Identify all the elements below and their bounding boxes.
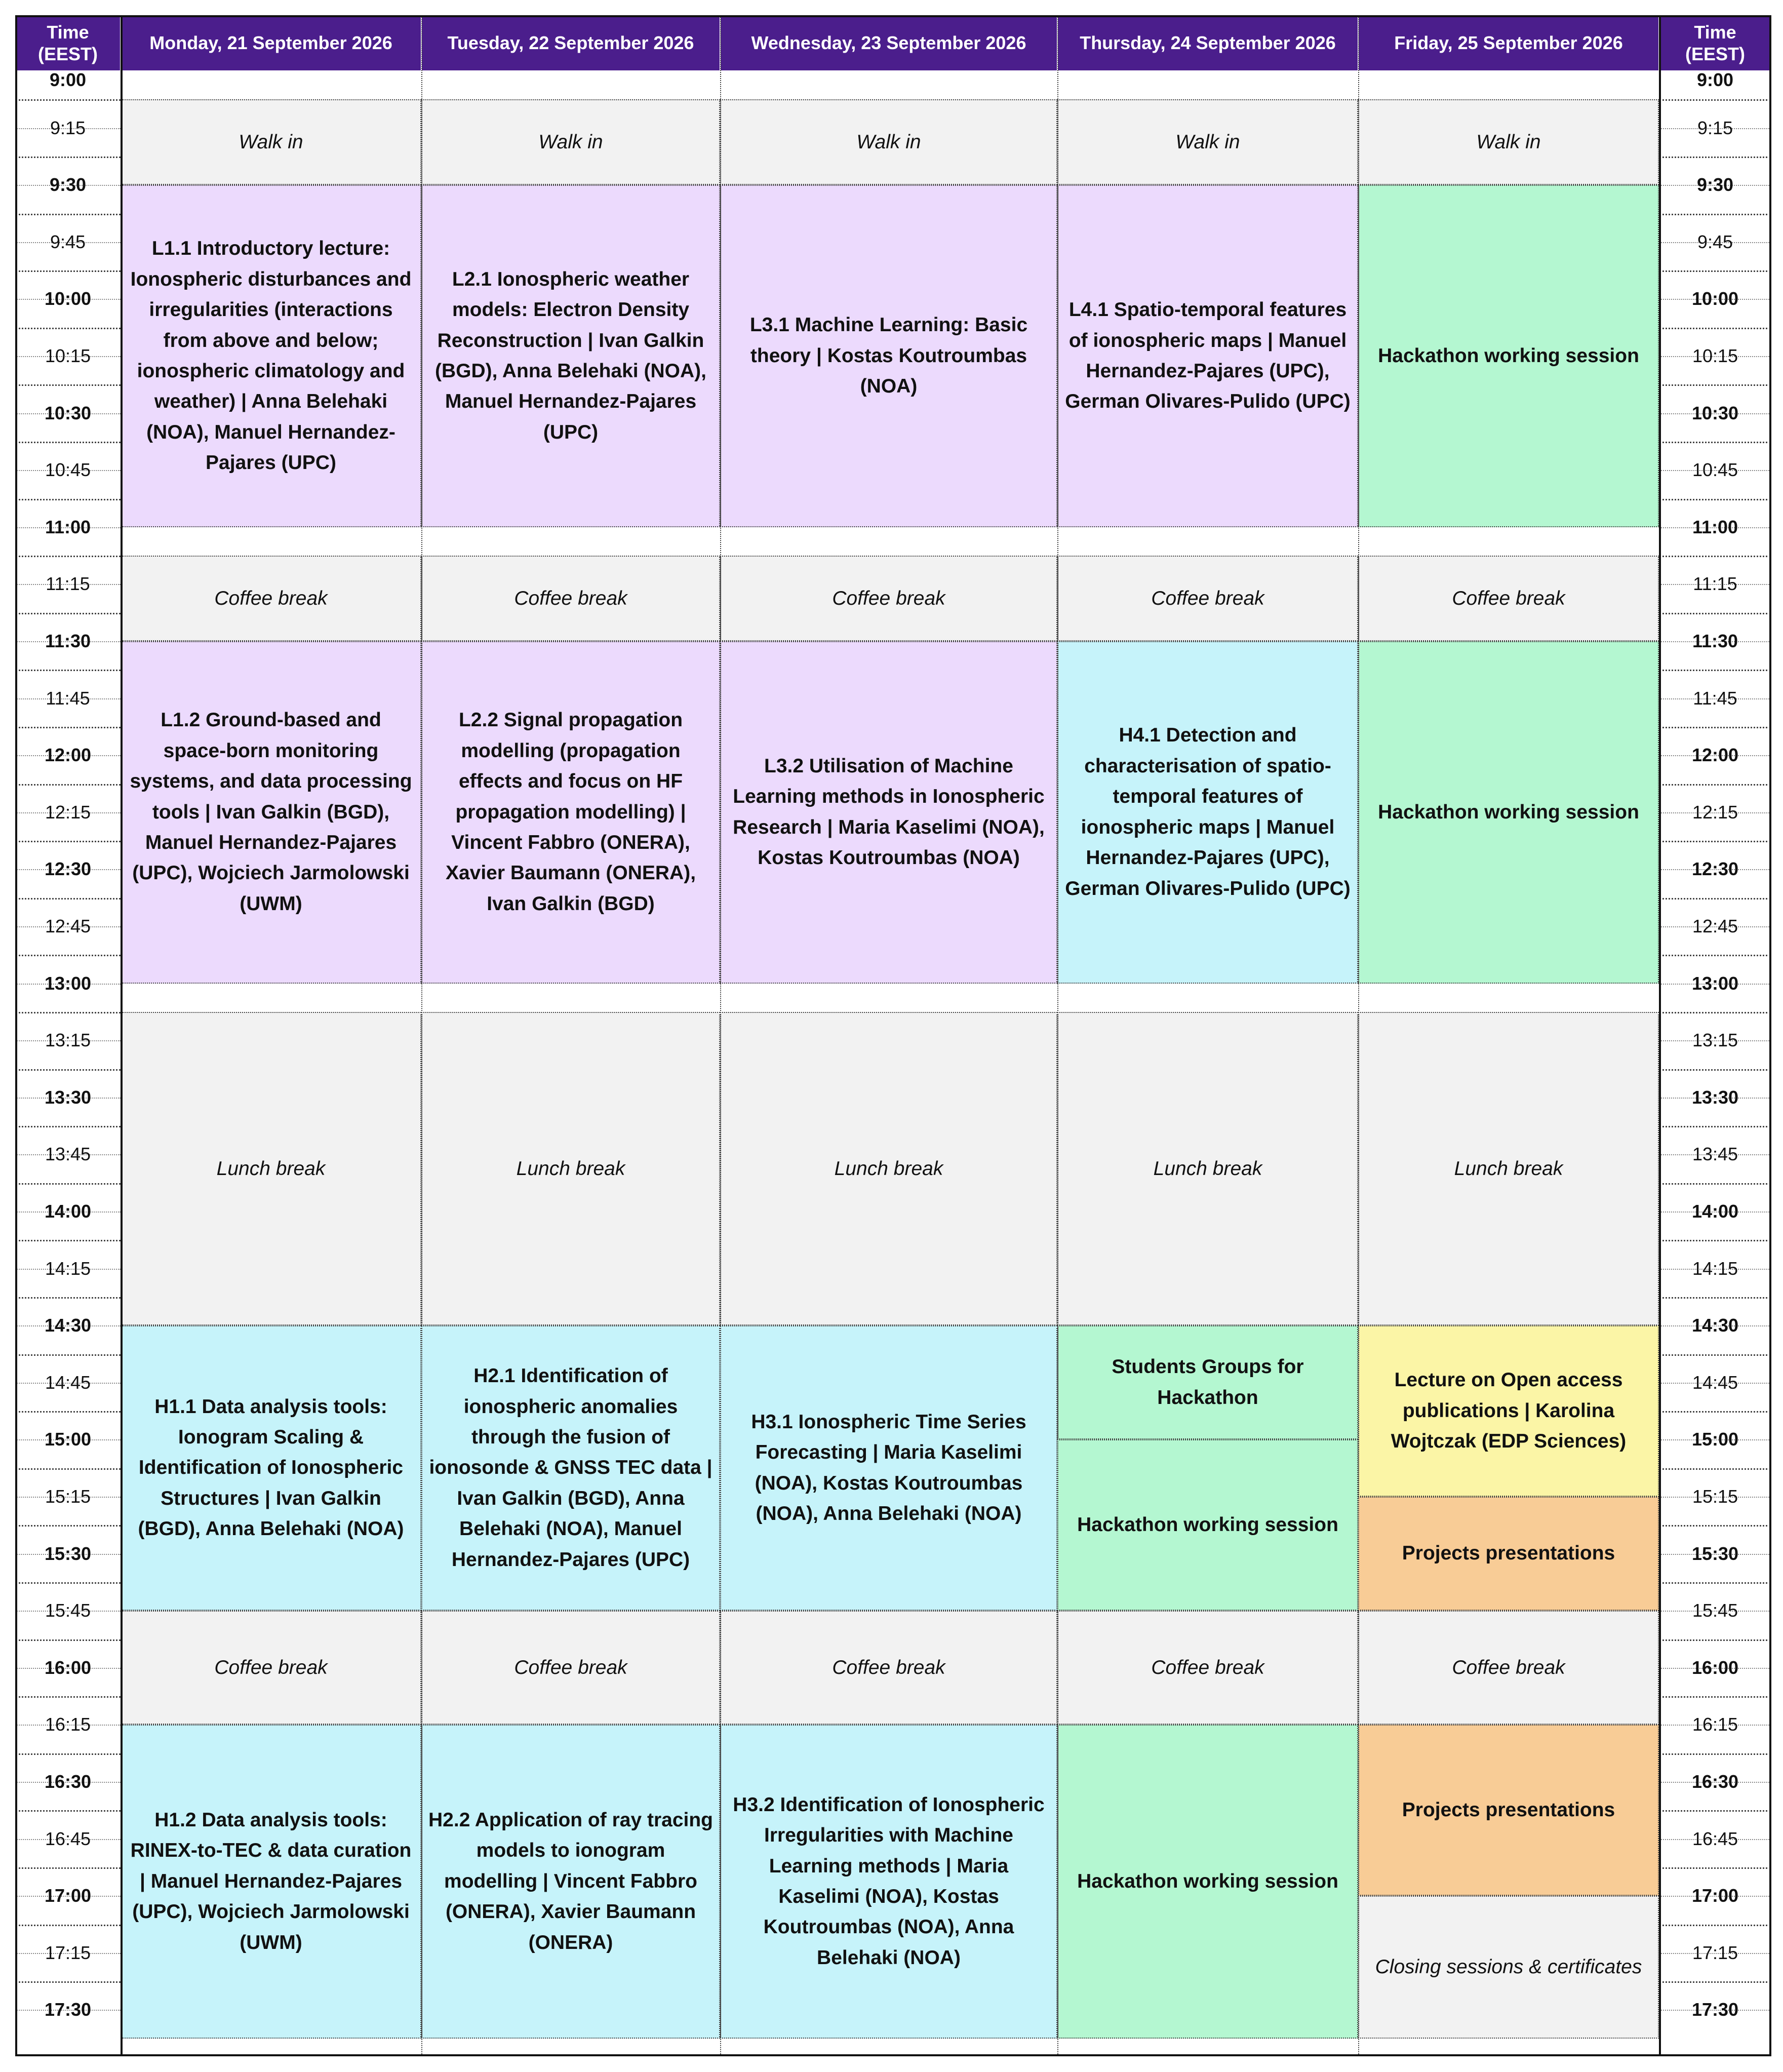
session-block-tuesday: H2.2 Application of ray tracing models to ionogram modelling | Vincent Fabbro (ONERA), Xavier Baumann (ONERA): [421, 1725, 720, 2038]
time-label: 10:15: [45, 345, 91, 366]
time-label: 9:45: [50, 231, 86, 252]
time-row-divider: [1659, 955, 1771, 956]
time-label: 10:45: [45, 459, 91, 481]
time-label: 15:45: [1692, 1600, 1738, 1621]
hackathon-block-thursday: Hackathon working session: [1057, 1725, 1358, 2038]
time-row-divider: [15, 556, 121, 557]
time-label: 9:30: [49, 174, 87, 196]
break-block-monday: Lunch break: [121, 1012, 421, 1325]
time-label: 10:30: [44, 402, 92, 423]
time-row-divider: [15, 442, 121, 443]
time-row-divider: [1659, 270, 1771, 272]
column-border: [1057, 15, 1058, 2056]
time-row-divider: [1659, 157, 1771, 158]
time-row-divider: [15, 727, 121, 728]
time-row-divider: [1659, 442, 1771, 443]
session-block-thursday: L4.1 Spatio-temporal features of ionospheric maps | Manuel Hernandez-Pajares (UPC), German Olivares-Pulido (UPC): [1057, 185, 1358, 527]
time-row-divider: [15, 1411, 121, 1413]
time-label: 13:45: [45, 1144, 91, 1165]
time-label: 12:00: [44, 745, 92, 766]
time-row-divider: [1659, 841, 1771, 842]
column-border: [121, 15, 123, 2056]
hackathon-block-thursday: Hackathon working session: [1057, 1439, 1358, 1611]
time-label: 15:45: [45, 1600, 91, 1621]
time-row-divider: [15, 670, 121, 671]
time-label: 12:00: [1691, 745, 1739, 766]
time-row-divider: [1659, 1525, 1771, 1527]
time-row-divider: [1659, 898, 1771, 900]
time-row-divider: [15, 613, 121, 614]
time-label: 15:15: [1692, 1486, 1738, 1507]
time-row-divider: [1659, 1981, 1771, 1983]
session-block-friday: Projects presentations: [1358, 1497, 1659, 1611]
time-row-divider: [15, 1525, 121, 1527]
time-label: 9:30: [1696, 174, 1734, 196]
time-row-divider: [1659, 1354, 1771, 1356]
hackathon-block-thursday: Students Groups for Hackathon: [1057, 1325, 1358, 1439]
time-row-divider: [1659, 1411, 1771, 1413]
time-row-divider: [1659, 1867, 1771, 1869]
break-block-monday: Coffee break: [121, 556, 421, 641]
time-label: 13:15: [45, 1030, 91, 1051]
time-label: 14:00: [44, 1201, 92, 1222]
time-label: 17:30: [44, 1999, 92, 2020]
break-block-wednesday: Walk in: [720, 99, 1057, 185]
time-row-divider: [15, 1240, 121, 1241]
time-label: 12:30: [1691, 858, 1739, 880]
column-border: [720, 15, 721, 2056]
time-row-divider: [1659, 1183, 1771, 1185]
time-row-divider: [1659, 1753, 1771, 1755]
time-label: 17:00: [1691, 1885, 1739, 1906]
hackathon-block-friday: Hackathon working session: [1358, 185, 1659, 527]
time-row-divider: [1659, 214, 1771, 215]
time-row-divider: [15, 328, 121, 329]
break-block-thursday: Coffee break: [1057, 1611, 1358, 1725]
break-block-thursday: Walk in: [1057, 99, 1358, 185]
time-row-divider: [1659, 99, 1771, 101]
break-block-monday: Coffee break: [121, 1611, 421, 1725]
time-row-divider: [1659, 1126, 1771, 1127]
time-row-divider: [1659, 328, 1771, 329]
session-block-monday: L1.2 Ground-based and space-born monitoring systems, and data processing tools | Ivan Galkin (BGD), Manuel Hernandez-Pajares (UPC), Wojciech Jarmolowski (UWM): [121, 641, 421, 984]
time-label: 14:45: [1692, 1372, 1738, 1393]
time-header-left: Time (EEST): [15, 15, 121, 71]
time-row-divider: [1659, 384, 1771, 386]
time-label: 17:00: [44, 1885, 92, 1906]
break-block-thursday: Lunch break: [1057, 1012, 1358, 1325]
column-border: [421, 15, 422, 2056]
time-label: 14:15: [1692, 1258, 1738, 1279]
time-label: 15:15: [45, 1486, 91, 1507]
time-label: 12:30: [44, 858, 92, 880]
time-label: 16:15: [45, 1714, 91, 1735]
time-label: 13:00: [1691, 972, 1739, 994]
time-row-divider: [15, 99, 121, 101]
time-label: 17:15: [1692, 1942, 1738, 1963]
time-row-divider: [15, 1069, 121, 1071]
time-label: 11:00: [45, 516, 91, 537]
time-row-divider: [1659, 1639, 1771, 1641]
time-row-divider: [15, 1867, 121, 1869]
time-label: 10:00: [1691, 288, 1739, 309]
time-row-divider: [1659, 1582, 1771, 1584]
time-label: 14:30: [1691, 1315, 1739, 1336]
frame-border: [15, 2054, 1771, 2056]
time-label: 10:15: [1692, 345, 1738, 366]
time-label: 14:45: [45, 1372, 91, 1393]
time-label: 15:00: [1691, 1429, 1739, 1450]
session-block-wednesday: H3.2 Identification of Ionospheric Irregularities with Machine Learning methods | Maria Kaselimi (NOA), Kostas Koutroumbas (NOA), Anna Belehaki (NOA): [720, 1725, 1057, 2038]
time-row-divider: [15, 157, 121, 158]
column-border: [1659, 15, 1661, 2056]
time-row-divider: [15, 1639, 121, 1641]
time-row-divider: [15, 384, 121, 386]
session-block-tuesday: L2.2 Signal propagation modelling (propagation effects and focus on HF propagation modelling) | Vincent Fabbro (ONERA), Xavier Baumann (ONERA), Ivan Galkin (BGD): [421, 641, 720, 984]
schedule-grid: [15, 15, 1771, 2056]
time-row-divider: [15, 214, 121, 215]
day-header-friday: Friday, 25 September 2026: [1358, 15, 1659, 71]
time-label: 13:30: [1691, 1086, 1739, 1108]
time-label: 14:15: [45, 1258, 91, 1279]
time-row-divider: [1659, 1240, 1771, 1241]
time-row-divider: [15, 898, 121, 900]
time-label: 16:45: [45, 1828, 91, 1849]
break-block-monday: Walk in: [121, 99, 421, 185]
time-label: 13:15: [1692, 1030, 1738, 1051]
time-row-divider: [15, 1126, 121, 1127]
column-border: [1358, 15, 1359, 2056]
session-block-monday: L1.1 Introductory lecture: Ionospheric disturbances and irregularities (interactions from above and below; ionospheric climatology and weather) | Anna Belehaki (NOA), Manuel Hernandez-Pajares (UPC): [121, 185, 421, 527]
column-border: [15, 15, 17, 2056]
session-block-wednesday: L3.2 Utilisation of Machine Learning methods in Ionospheric Research | Maria Kaselimi (NOA), Kostas Koutroumbas (NOA): [720, 641, 1057, 984]
day-header-wednesday: Wednesday, 23 September 2026: [720, 15, 1057, 71]
time-label: 9:15: [1697, 117, 1733, 138]
session-block-wednesday: L3.1 Machine Learning: Basic theory | Kostas Koutroumbas (NOA): [720, 185, 1057, 527]
time-row-divider: [1659, 556, 1771, 557]
time-label: 11:30: [1692, 631, 1738, 651]
break-block-wednesday: Coffee break: [720, 556, 1057, 641]
time-row-divider: [1659, 613, 1771, 614]
time-label: 15:30: [44, 1543, 92, 1564]
time-label: 14:00: [1691, 1201, 1739, 1222]
time-label: 9:45: [1697, 231, 1733, 252]
time-label: 9:00: [1696, 69, 1734, 90]
time-row-divider: [1659, 1297, 1771, 1299]
time-row-divider: [15, 1981, 121, 1983]
time-label: 13:30: [44, 1086, 92, 1108]
time-label: 16:00: [44, 1657, 92, 1678]
break-block-tuesday: Coffee break: [421, 1611, 720, 1725]
time-row-divider: [15, 1468, 121, 1470]
break-block-friday: Walk in: [1358, 99, 1659, 185]
time-label: 14:30: [44, 1315, 92, 1336]
session-block-tuesday: L2.1 Ionospheric weather models: Electron Density Reconstruction | Ivan Galkin (BGD), Anna Belehaki (NOA), Manuel Hernandez-Pajares (UPC): [421, 185, 720, 527]
time-label: 16:30: [44, 1771, 92, 1792]
time-row-divider: [1659, 784, 1771, 786]
time-label: 11:15: [1693, 573, 1737, 595]
time-label: 16:45: [1692, 1828, 1738, 1849]
time-row-divider: [15, 784, 121, 786]
break-block-friday: Coffee break: [1358, 556, 1659, 641]
day-header-thursday: Thursday, 24 September 2026: [1057, 15, 1358, 71]
time-row-divider: [1659, 1012, 1771, 1013]
time-label: 16:00: [1691, 1657, 1739, 1678]
time-row-divider: [15, 1582, 121, 1584]
time-row-divider: [15, 1810, 121, 1812]
time-row-divider: [1659, 727, 1771, 728]
time-label: 11:45: [46, 687, 90, 709]
time-label: 17:30: [1691, 1999, 1739, 2020]
time-label: 11:15: [46, 573, 90, 595]
time-row-divider: [15, 499, 121, 500]
break-block-tuesday: Walk in: [421, 99, 720, 185]
time-row-divider: [15, 1696, 121, 1698]
break-block-tuesday: Lunch break: [421, 1012, 720, 1325]
time-row-divider: [15, 270, 121, 272]
time-label: 17:15: [45, 1942, 91, 1963]
session-block-monday: H1.2 Data analysis tools: RINEX-to-TEC & data curation | Manuel Hernandez-Pajares (UPC), Wojciech Jarmolowski (UWM): [121, 1725, 421, 2038]
time-label: 15:30: [1691, 1543, 1739, 1564]
time-label: 15:00: [44, 1429, 92, 1450]
time-row-divider: [1659, 1696, 1771, 1698]
time-row-divider: [1659, 1925, 1771, 1926]
frame-border: [15, 15, 1771, 17]
time-label: 12:45: [45, 916, 91, 936]
time-label: 9:00: [49, 69, 87, 90]
session-block-monday: H1.1 Data analysis tools: Ionogram Scaling & Identification of Ionospheric Structures | Ivan Galkin (BGD), Anna Belehaki (NOA): [121, 1325, 421, 1611]
time-label: 11:30: [45, 631, 91, 651]
time-label: 13:00: [44, 972, 92, 994]
break-block-friday: Lunch break: [1358, 1012, 1659, 1325]
time-header-right: Time (EEST): [1659, 15, 1771, 71]
time-label: 16:15: [1692, 1714, 1738, 1735]
session-block-wednesday: H3.1 Ionospheric Time Series Forecasting | Maria Kaselimi (NOA), Kostas Koutroumbas (NOA), Anna Belehaki (NOA): [720, 1325, 1057, 1611]
time-label: 12:15: [45, 801, 91, 823]
time-label: 10:30: [1691, 402, 1739, 423]
time-row-divider: [15, 1925, 121, 1926]
break-block-tuesday: Coffee break: [421, 556, 720, 641]
session-block-tuesday: H2.1 Identification of ionospheric anomalies through the fusion of ionosonde & GNSS TEC data | Ivan Galkin (BGD), Anna Belehaki (NOA), Manuel Hernandez-Pajares (UPC): [421, 1325, 720, 1611]
time-row-divider: [1659, 1810, 1771, 1812]
time-row-divider: [15, 1012, 121, 1013]
break-block-wednesday: Coffee break: [720, 1611, 1057, 1725]
time-row-divider: [15, 1753, 121, 1755]
time-label: 13:45: [1692, 1144, 1738, 1165]
time-label: 12:45: [1692, 916, 1738, 936]
time-label: 16:30: [1691, 1771, 1739, 1792]
day-header-monday: Monday, 21 September 2026: [121, 15, 421, 71]
time-row-divider: [15, 1183, 121, 1185]
time-row-divider: [1659, 499, 1771, 500]
break-block-friday: Closing sessions & certificates: [1358, 1896, 1659, 2039]
break-block-thursday: Coffee break: [1057, 556, 1358, 641]
time-row-divider: [15, 1354, 121, 1356]
time-label: 10:45: [1692, 459, 1738, 481]
hackathon-block-friday: Hackathon working session: [1358, 641, 1659, 984]
session-block-friday: Lecture on Open access publications | Karolina Wojtczak (EDP Sciences): [1358, 1325, 1659, 1497]
break-block-friday: Coffee break: [1358, 1611, 1659, 1725]
time-row-divider: [1659, 1468, 1771, 1470]
time-label: 12:15: [1692, 801, 1738, 823]
day-header-tuesday: Tuesday, 22 September 2026: [421, 15, 720, 71]
time-label: 9:15: [50, 117, 86, 138]
break-block-wednesday: Lunch break: [720, 1012, 1057, 1325]
session-block-thursday: H4.1 Detection and characterisation of spatio-temporal features of ionospheric maps | Manuel Hernandez-Pajares (UPC), German Olivares-Pulido (UPC): [1057, 641, 1358, 984]
time-row-divider: [15, 955, 121, 956]
time-label: 10:00: [44, 288, 92, 309]
time-row-divider: [1659, 670, 1771, 671]
time-row-divider: [15, 841, 121, 842]
column-border: [1769, 15, 1771, 2056]
time-label: 11:00: [1692, 516, 1738, 537]
time-row-divider: [1659, 1069, 1771, 1071]
time-label: 11:45: [1693, 687, 1737, 709]
session-block-friday: Projects presentations: [1358, 1725, 1659, 1896]
time-row-divider: [15, 1297, 121, 1299]
